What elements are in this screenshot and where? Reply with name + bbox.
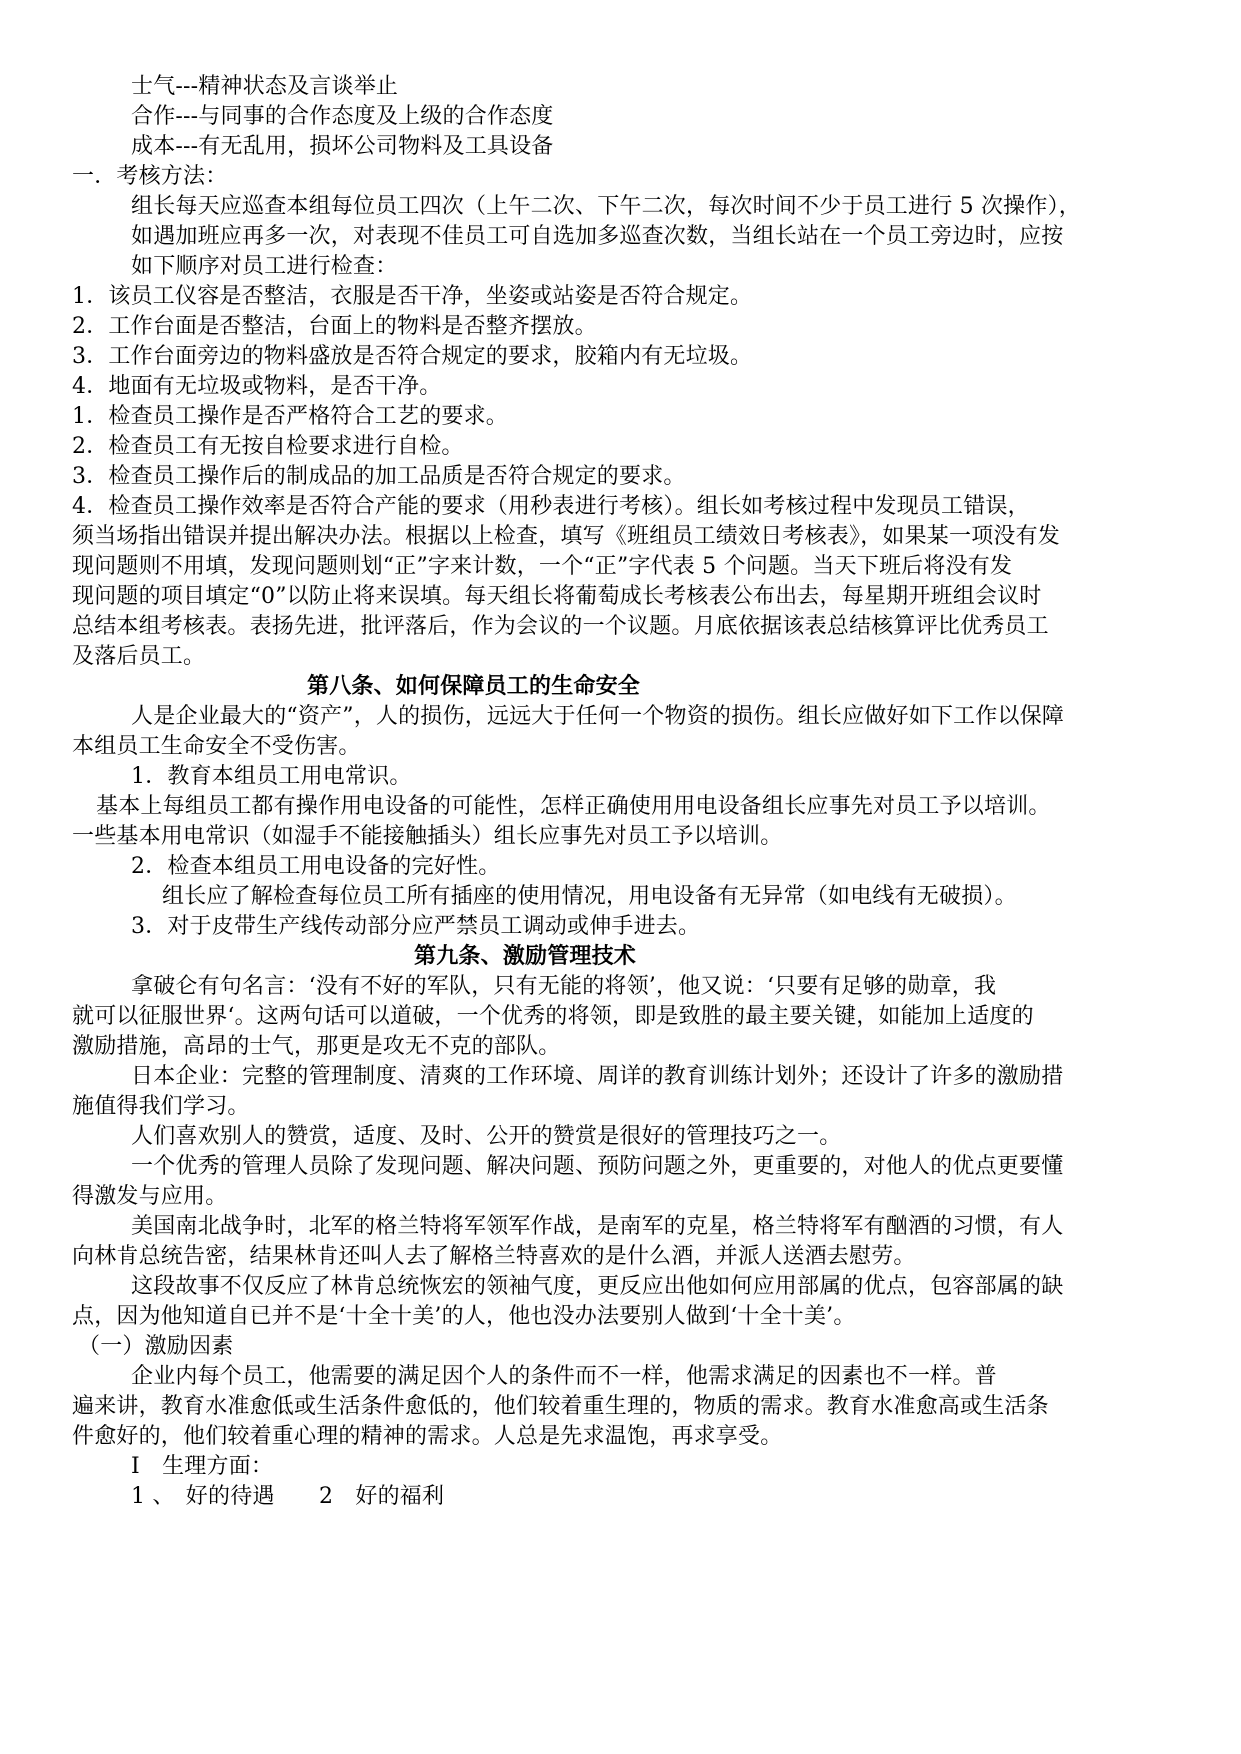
text-line: 及落后员工。	[72, 644, 206, 669]
text-line: 士气---精神状态及言谈举止	[131, 74, 399, 99]
text-line: 美国南北战争时，北军的格兰特将军领军作战，是南军的克星，格兰特将军有酗酒的习惯，有人	[131, 1214, 1064, 1239]
text-line: 合作---与同事的合作态度及上级的合作态度	[131, 104, 554, 129]
text-line: 施值得我们学习。	[72, 1094, 250, 1119]
text-line: 一些基本用电常识（如湿手不能接触插头）组长应事先对员工予以培训。	[72, 824, 783, 849]
text-line: 成本---有无乱用，损坏公司物料及工具设备	[131, 134, 554, 159]
list-item: 3．工作台面旁边的物料盛放是否符合规定的要求，胶箱内有无垃圾。	[72, 344, 753, 369]
list-item: 2．检查本组员工用电设备的完好性。	[131, 854, 501, 879]
text-line: 拿破仑有句名言：‘没有不好的军队，只有无能的将领’，他又说：‘只要有足够的勋章，我	[131, 974, 997, 999]
text-line: 现问题的项目填定“0”以防止将来误填。每天组长将葡萄成长考核表公布出去，每星期开班组会议时	[72, 584, 1042, 609]
list-item: 1 、 好的待遇 2 好的福利	[131, 1484, 445, 1509]
text-line: 这段故事不仅反应了林肯总统恢宏的领袖气度，更反应出他如何应用部属的优点，包容部属的缺	[131, 1274, 1064, 1299]
text-line: 一个优秀的管理人员除了发现问题、解决问题、预防问题之外，更重要的，对他人的优点更要懂	[131, 1154, 1064, 1179]
text-line: 点，因为他知道自已并不是‘十全十美’的人，他也没办法要别人做到‘十全十美’。	[72, 1304, 856, 1329]
list-item: 4．地面有无垃圾或物料，是否干净。	[72, 374, 442, 399]
article-heading: 第八条、如何保障员工的生命安全	[307, 674, 641, 699]
text-line: 组长应了解检查每位员工所有插座的使用情况，用电设备有无异常（如电线有无破损）。	[162, 884, 1017, 909]
subsection-heading: I 生理方面：	[131, 1454, 274, 1479]
text-line: 件愈好的，他们较着重心理的精神的需求。人总是先求温饱，再求享受。	[72, 1424, 783, 1449]
text-line: 总结本组考核表。表扬先进，批评落后，作为会议的一个议题。月底依据该表总结核算评比优秀员工	[72, 614, 1049, 639]
text-line: 基本上每组员工都有操作用电设备的可能性，怎样正确使用用电设备组长应事先对员工予以培训。	[96, 794, 1051, 819]
list-item: 3．对于皮带生产线传动部分应严禁员工调动或伸手进去。	[131, 914, 701, 939]
text-line: 遍来讲，教育水准愈低或生活条件愈低的，他们较着重生理的，物质的需求。教育水准愈高或生活条	[72, 1394, 1049, 1419]
article-heading: 第九条、激励管理技术	[414, 944, 637, 969]
text-line: 如遇加班应再多一次，对表现不佳员工可自选加多巡查次数，当组长站在一个员工旁边时，应按	[131, 224, 1064, 249]
list-item: 1．该员工仪容是否整洁，衣服是否干净，坐姿或站姿是否符合规定。	[72, 284, 753, 309]
list-item: 4．检查员工操作效率是否符合产能的要求（用秒表进行考核）。组长如考核过程中发现员工错误，	[72, 494, 1030, 519]
text-line: 向林肯总统告密，结果林肯还叫人去了解格兰特喜欢的是什么酒，并派人送酒去慰劳。	[72, 1244, 916, 1269]
text-line: 人是企业最大的“资产”，人的损伤，远远大于任何一个物资的损伤。组长应做好如下工作以保障	[131, 704, 1065, 729]
text-line: 得激发与应用。	[72, 1184, 228, 1209]
list-item: 1．教育本组员工用电常识。	[131, 764, 412, 789]
list-item: 2．检查员工有无按自检要求进行自检。	[72, 434, 464, 459]
text-line: 就可以征服世界‘。这两句话可以道破，一个优秀的将领，即是致胜的最主要关键，如能加上适度的	[72, 1004, 1034, 1029]
subsection-heading: （一）激励因素	[78, 1334, 234, 1359]
text-line: 如下顺序对员工进行检查：	[131, 254, 398, 279]
text-line: 人们喜欢别人的赞赏，适度、及时、公开的赞赏是很好的管理技巧之一。	[131, 1124, 842, 1149]
section-heading: 一．考核方法：	[72, 164, 228, 189]
text-line: 现问题则不用填，发现问题则划“正”字来计数，一个“正”字代表 5 个问题。当天下班后将没有发	[72, 554, 1013, 579]
list-item: 2．工作台面是否整洁，台面上的物料是否整齐摆放。	[72, 314, 597, 339]
list-item: 1．检查员工操作是否严格符合工艺的要求。	[72, 404, 508, 429]
text-line: 组长每天应巡查本组每位员工四次（上午二次、下午二次，每次时间不少于员工进行 5 次操作），	[131, 194, 1081, 219]
text-line: 须当场指出错误并提出解决办法。根据以上检查，填写《班组员工绩效日考核表》，如果某一项没有发	[72, 524, 1061, 549]
text-line: 日本企业：完整的管理制度、清爽的工作环境、周详的教育训练计划外；还设计了许多的激励措	[131, 1064, 1064, 1089]
text-line: 本组员工生命安全不受伤害。	[72, 734, 361, 759]
text-line: 激励措施，高昂的士气，那更是攻无不克的部队。	[72, 1034, 561, 1059]
text-line: 企业内每个员工，他需要的满足因个人的条件而不一样，他需求满足的因素也不一样。普	[131, 1364, 997, 1389]
list-item: 3．检查员工操作后的制成品的加工品质是否符合规定的要求。	[72, 464, 686, 489]
